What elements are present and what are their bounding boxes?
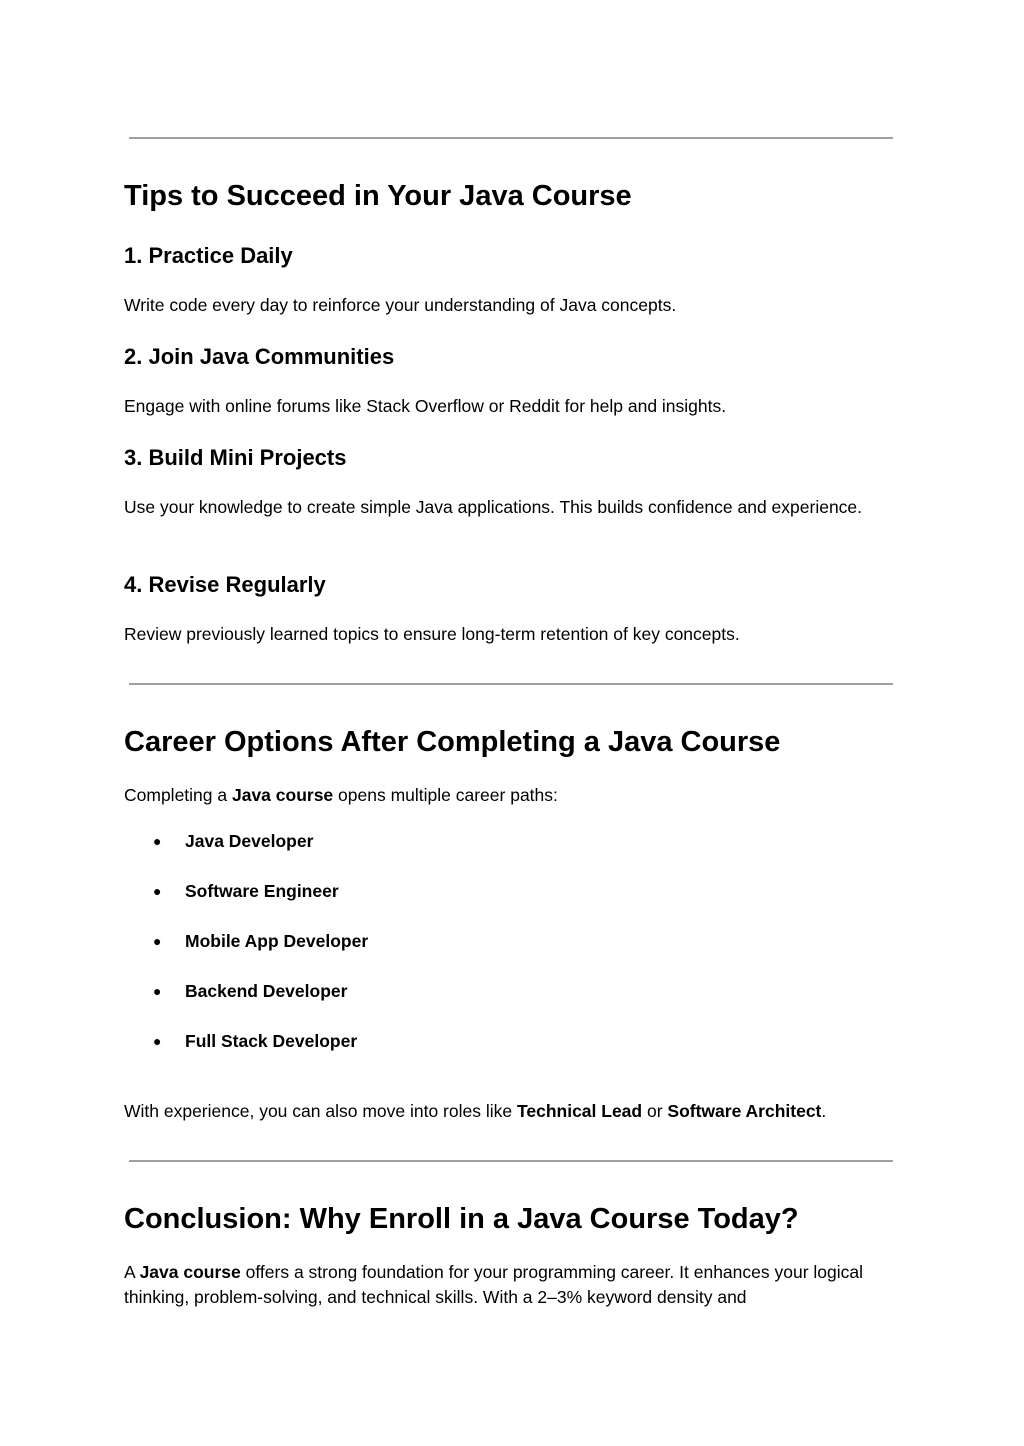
role-label: Mobile App Developer (185, 931, 369, 951)
career-intro-bold: Java course (231, 785, 334, 805)
bullet-icon: ● (153, 983, 162, 999)
list-item (153, 929, 368, 953)
career-intro (124, 783, 884, 808)
career-outro-text: With experience, you can also move into roles like (124, 1101, 517, 1121)
bullet-icon: ● (153, 933, 162, 949)
conclusion-text-start: A (124, 1262, 140, 1282)
bullet-icon: ● (153, 883, 162, 899)
horizontal-rule (129, 137, 893, 139)
role-label: Full Stack Developer (185, 1031, 358, 1051)
career-outro-bold-2: Software Architect (667, 1101, 822, 1121)
tip-4-title: 4. Revise Regularly (124, 572, 326, 597)
list-item (153, 829, 313, 853)
career-heading: Career Options After Completing a Java Course (124, 726, 781, 758)
horizontal-rule (129, 683, 893, 685)
conclusion-text (124, 1260, 884, 1310)
tip-1-title: 1. Practice Daily (124, 243, 293, 268)
tip-1-text: Write code every day to reinforce your understanding of Java concepts. (124, 295, 677, 315)
list-item (153, 879, 339, 903)
bullet-icon: ● (153, 833, 162, 849)
tip-3-title: 3. Build Mini Projects (124, 445, 347, 470)
role-label: Backend Developer (185, 981, 348, 1001)
role-label: Java Developer (185, 831, 314, 851)
tip-2-text: Engage with online forums like Stack Overflow or Reddit for help and insights. (124, 396, 727, 416)
career-outro-end: . (821, 1101, 827, 1121)
list-item (153, 979, 347, 1003)
career-outro-mid: or (642, 1101, 668, 1121)
career-intro-text-end: opens multiple career paths: (333, 785, 558, 805)
tip-4-text: Review previously learned topics to ensure long-term retention of key concepts. (124, 624, 740, 644)
conclusion-text-bold: Java course (139, 1262, 241, 1282)
tips-heading: Tips to Succeed in Your Java Course (124, 180, 632, 212)
horizontal-rule (129, 1160, 893, 1162)
list-item (153, 1029, 357, 1053)
role-label: Software Engineer (185, 881, 339, 901)
career-intro-text: Completing a (124, 785, 232, 805)
conclusion-heading: Conclusion: Why Enroll in a Java Course Today? (124, 1203, 799, 1235)
tip-2-title: 2. Join Java Communities (124, 344, 395, 369)
tip-3-text: Use your knowledge to create simple Java applications. This builds confidence and experience. (124, 497, 863, 517)
career-outro-bold-1: Technical Lead (516, 1101, 643, 1121)
career-outro (124, 1099, 884, 1124)
bullet-icon: ● (153, 1033, 162, 1049)
conclusion-text-end: offers a strong foundation for your programming career. It enhances your logical thinking, problem-solving, and technical skills. With a 2–3% keyword density and (124, 1262, 864, 1307)
